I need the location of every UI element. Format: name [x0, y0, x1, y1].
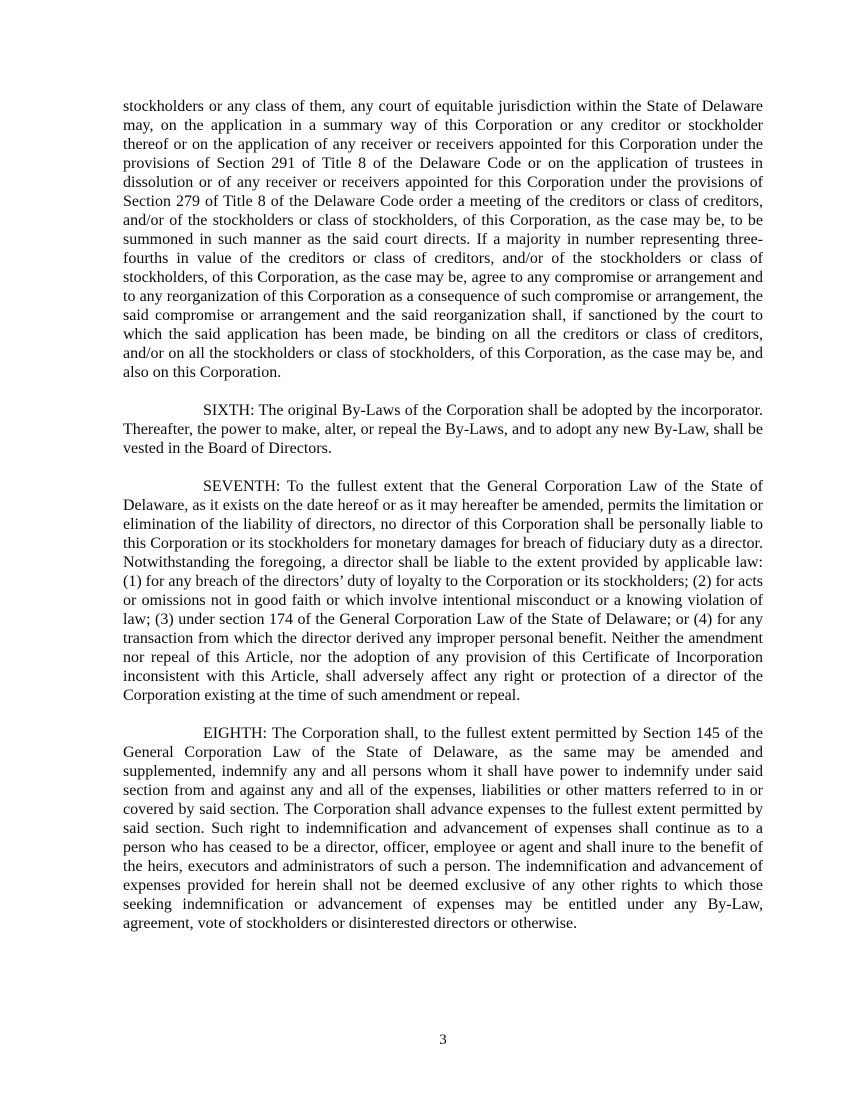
paragraph-article-eighth: EIGHTH: The Corporation shall, to the fullest extent permitted by Section 145 of the General Corporation Law of the State of Delaware, as the same may be amended and supplemented, indemnify any and all persons whom it shall have power to indemnify under said section from and against any and all of the expenses, liabilities or other matters referred to in or covered by said section. The Corporation shall advance expenses to the fullest extent permitted by said section. Such right to indemnification and advancement of expenses shall continue as to a person who has ceased to be a director, officer, employee or agent and shall inure to the benefit of the heirs, executors and administrators of such a person. The indemnification and advancement of expenses provided for herein shall not be deemed exclusive of any other rights to which those seeking indemnification or advancement of expenses may be entitled under any By-Law, agreement, vote of stockholders or disinterested directors or otherwise.: [123, 725, 763, 932]
paragraph-article-sixth: SIXTH: The original By-Laws of the Corporation shall be adopted by the incorporator. Thereafter, the power to make, alter, or repeal the By-Laws, and to adopt any new By-Law, shall be vested in the Board of Directors.: [123, 402, 763, 457]
paragraph-fifth-continuation: stockholders or any class of them, any court of equitable jurisdiction within the State of Delaware may, on the application in a summary way of this Corporation or any creditor or stockholder thereof or on the application of any receiver or receivers appointed for this Corporation under the provisions of Section 291 of Title 8 of the Delaware Code or on the application of trustees in dissolution or of any receiver or receivers appointed for this Corporation under the provisions of Section 279 of Title 8 of the Delaware Code order a meeting of the creditors or class of creditors, and/or of the stockholders or class of stockholders, of this Corporation, as the case may be, to be summoned in such manner as the said court directs. If a majority in number representing three-fourths in value of the creditors or class of creditors, and/or of the stockholders or class of stockholders, of this Corporation, as the case may be, agree to any compromise or arrangement and to any reorganization of this Corporation as a consequence of such compromise or arrangement, the said compromise or arrangement and the said reorganization shall, if sanctioned by the court to which the said application has been made, be binding on all the creditors or class of creditors, and/or on all the stockholders or class of stockholders, of this Corporation, as the case may be, and also on this Corporation.: [123, 98, 763, 381]
paragraph-article-seventh: SEVENTH: To the fullest extent that the General Corporation Law of the State of Delaware, as it exists on the date hereof or as it may hereafter be amended, permits the limitation or elimination of the liability of directors, no director of this Corporation shall be personally liable to this Corporation or its stockholders for monetary damages for breach of fiduciary duty as a director. Notwithstanding the foregoing, a director shall be liable to the extent provided by applicable law: (1) for any breach of the directors’ duty of loyalty to the Corporation or its stockholders; (2) for acts or omissions not in good faith or which involve intentional misconduct or a knowing violation of law; (3) under section 174 of the General Corporation Law of the State of Delaware; or (4) for any transaction from which the director derived any improper personal benefit. Neither the amendment nor repeal of this Article, nor the adoption of any provision of this Certificate of Incorporation inconsistent with this Article, shall adversely affect any right or protection of a director of the Corporation existing at the time of such amendment or repeal.: [123, 478, 763, 704]
document-body: [123, 97, 763, 952]
page-number: 3: [439, 1032, 447, 1048]
